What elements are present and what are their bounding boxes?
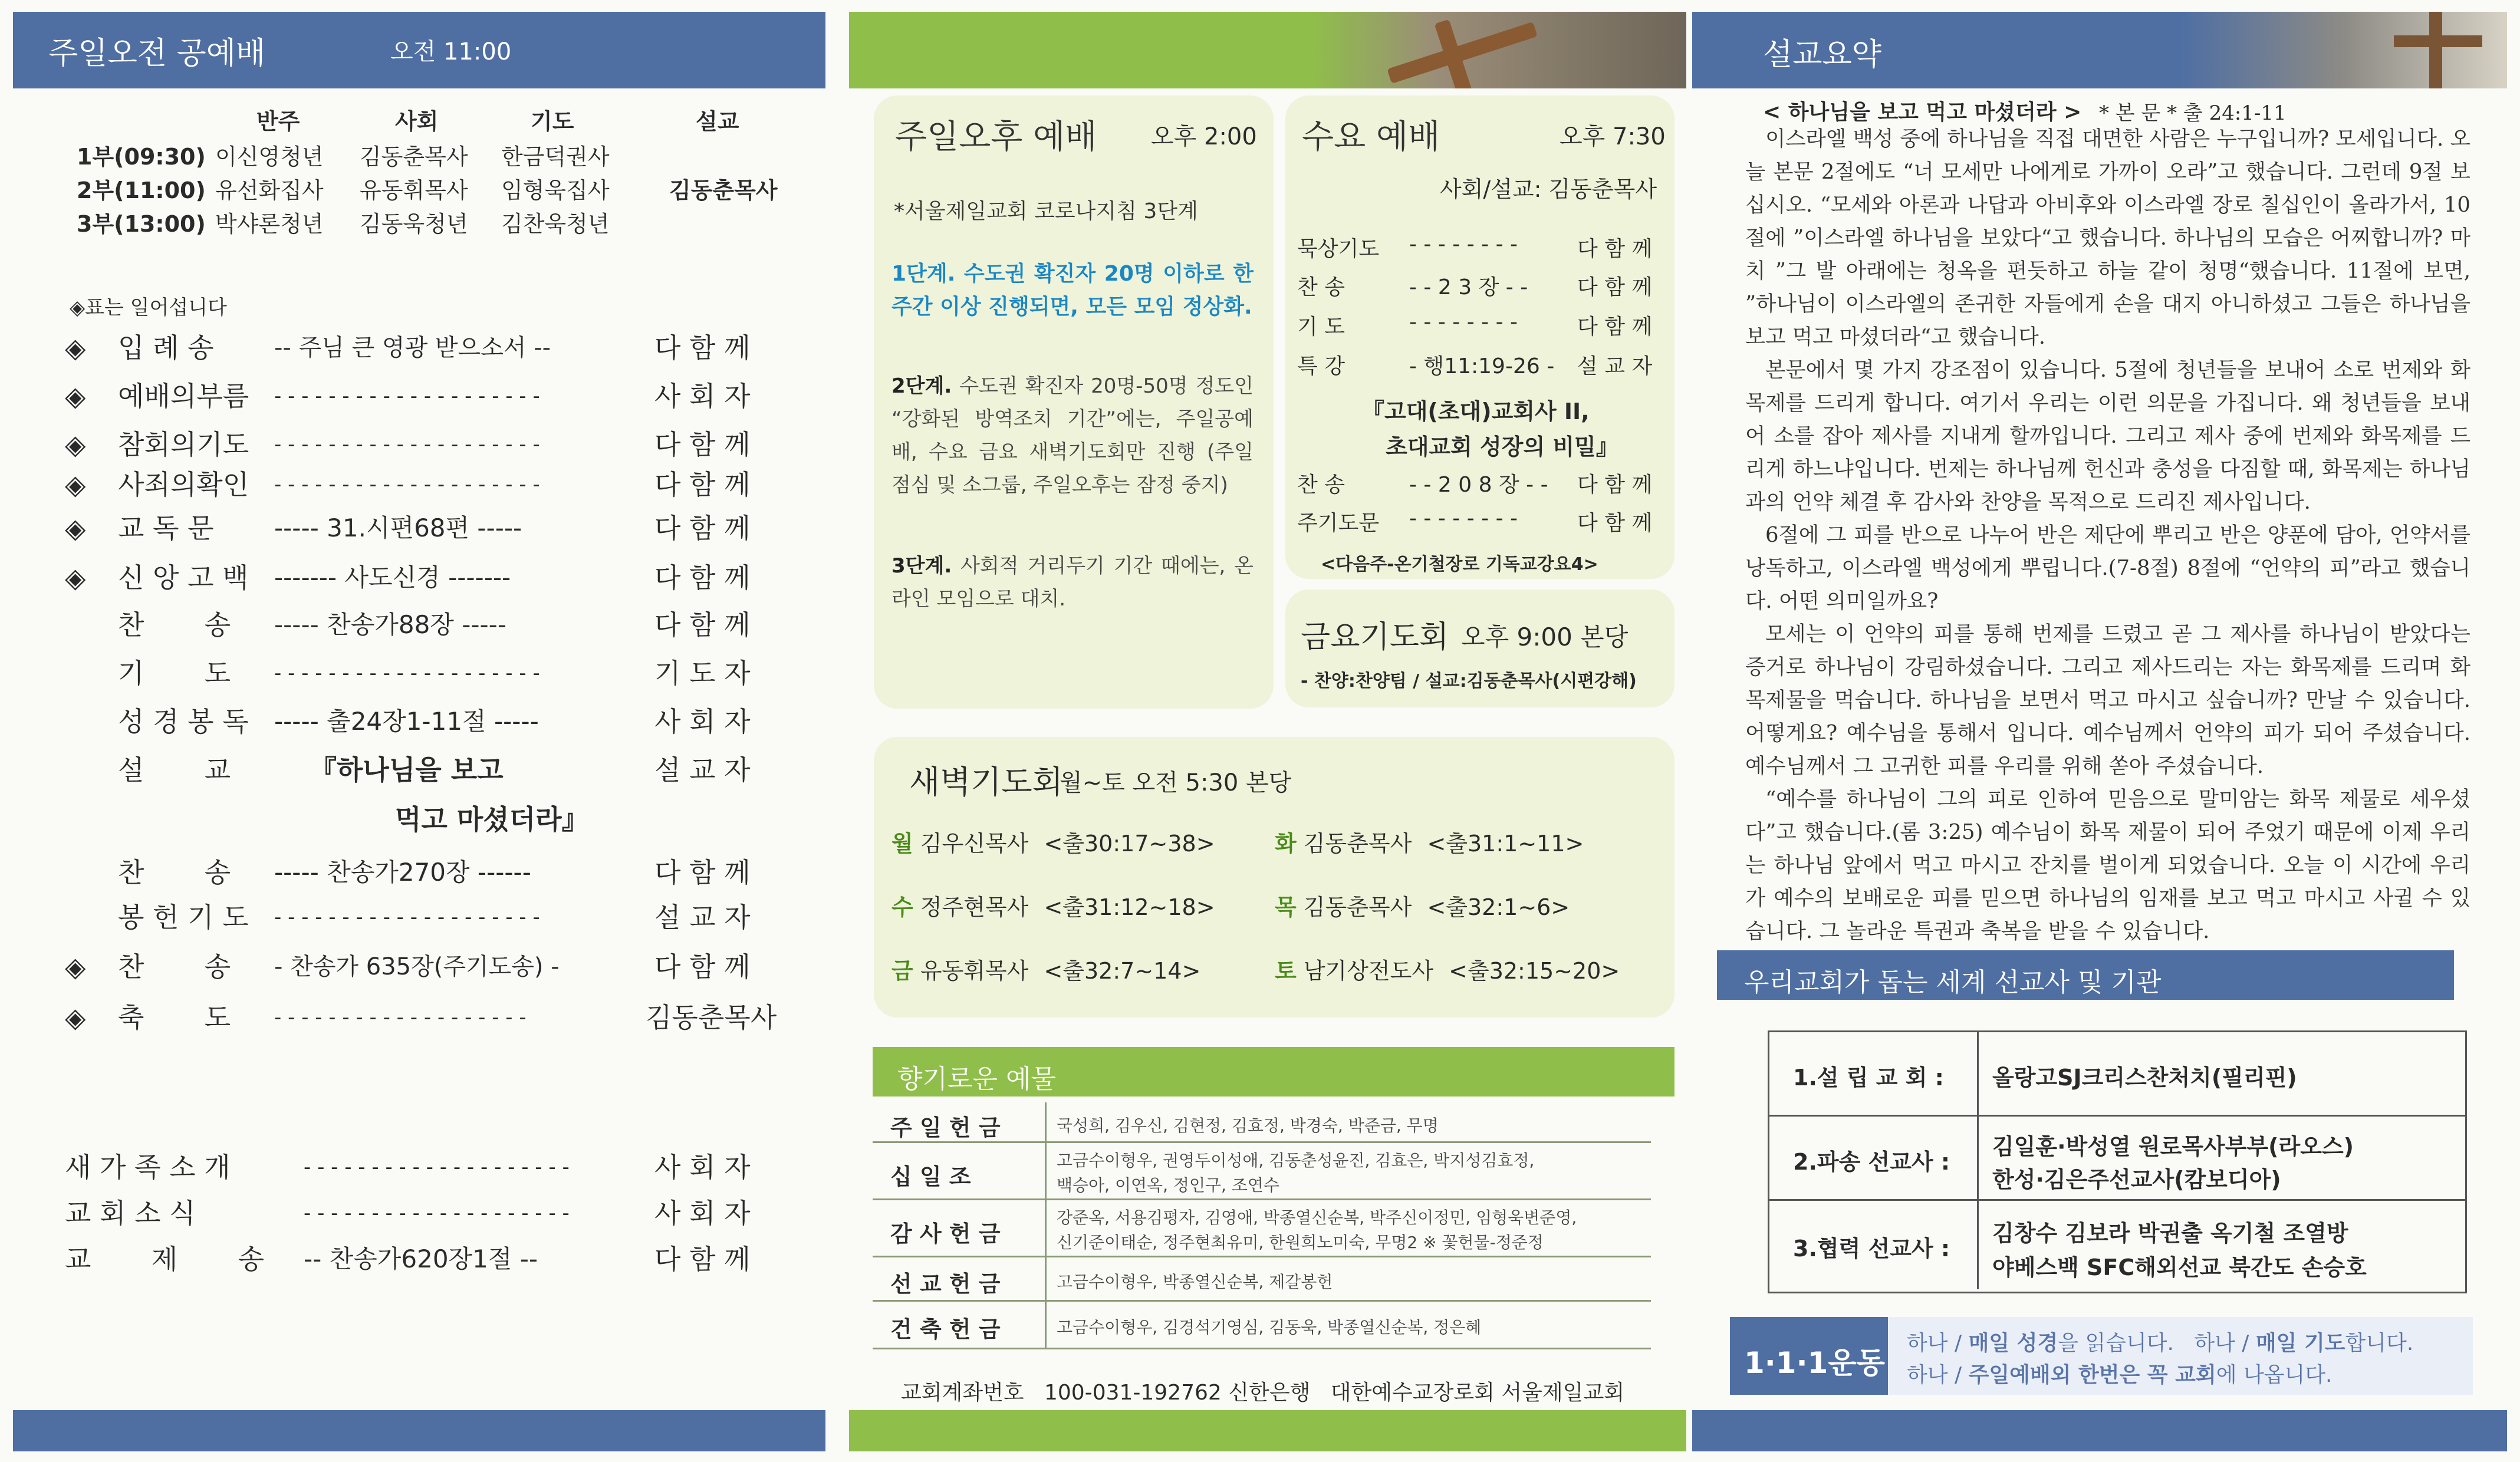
roster-prayer: 한금덕권사 [501,144,610,170]
wed-service-panel [1285,96,1674,579]
wed-row: 묵상기도 - - - - - - - - 다 함 께 [1297,232,1653,261]
roster-header-prayer: 기도 [531,108,574,134]
order-row: 봉 헌 기 도 - - - - - - - - - - - - - - - - - - - - 설 교 자 [118,901,751,933]
roster-slot: 3부(13:00) [77,211,206,237]
after-row: 교 회 소 식 - - - - - - - - - - - - - - - - - - - - 사 회 자 [65,1197,751,1229]
wed-next-week: <다음주-온기철장로 기독교강요4> [1321,554,1598,575]
order-row: ◈ 찬 송 - 찬송가 635장(주기도송) - 다 함 께 [65,951,751,983]
offering-table [873,1102,1651,1356]
order-row: 먹고 마셨더라』 [395,804,589,835]
roster-header-host: 사회 [395,108,439,134]
roster-accomp: 유선화집사 [215,177,324,203]
wed-row: 찬 송 - - 2 0 8 장 - - 다 함 께 [1297,473,1653,497]
offering-row: 십 일 조 고금수이형우, 권영두이성애, 김동춘성윤진, 김효은, 박지성김효정, 백승아, 이연옥, 정인구, 조연수 [873,1143,1651,1200]
roster-slot: 1부(09:30) [77,144,206,170]
wed-lecture-2: 초대교회 성장의 비밀』 [1386,434,1618,460]
pm-title: 주일오후 예배 [895,118,1097,156]
bank-account: 교회계좌번호 100-031-192762 신한은행 대한예수교장로회 서울제일교회 [901,1381,1625,1405]
dawn-day: 금 유동휘목사 <출32:7~14> [891,958,1201,984]
wed-row: 기 도 - - - - - - - - 다 함 께 [1297,310,1653,339]
order-row: ◈ 교 독 문 ----- 31.시편68편 ----- 다 함 께 [65,512,751,544]
wed-host: 사회/설교: 김동춘목사 [1440,176,1657,202]
offering-row: 건 축 헌 금 고금수이형우, 김경석기영심, 김동욱, 박종열신순복, 정은혜 [873,1302,1651,1349]
order-row: ◈ 예배의부름 - - - - - - - - - - - - - - - - - - - - 사 회 자 [65,380,751,412]
order-row: ◈ 사죄의확인 - - - - - - - - - - - - - - - - - - - - 다 함 께 [65,469,751,500]
fri-title: 금요기도회 [1301,620,1449,655]
worship-time: 오전 11:00 [390,38,512,65]
top-bar-left [13,12,825,88]
missions-header [1717,950,2454,1000]
roster-host: 유동휘목사 [360,177,468,203]
roster-header-sermon: 설교 [696,108,739,134]
order-row: ◈ 신 앙 고 백 ------- 사도신경 ------- 다 함 께 [65,562,751,594]
order-row: 설 교 『하나님을 보고 설 교 자 [118,754,751,786]
wed-row: 특 강 - 행11:19-26 - 설 교 자 [1297,354,1653,378]
offering-row: 선 교 헌 금 고금수이형우, 박종열신순복, 제갈봉헌 [873,1257,1651,1302]
sermon-paragraph: 본문에서 몇 가지 강조점이 있습니다. 5절에 청년들을 보내어 소로 번제와 화목제를 드리게 합니다. 여기서 우리는 이런 의문을 가집니다. 왜 청년들을 보내어 소를 잡아 제사를 지내게 할까입니다. 그리고 제사 중에 번제와 화목제를 드리게 하느냐입니다. 번제는 하나님께 헌신과 충성을 다짐할 때, 화목제는 하나님과의 언약 체결 후 감사와 찬양을 목적으로 드리진 제사입니다. [1745,358,2470,514]
pm-time: 오후 2:00 [1151,123,1257,150]
dawn-day: 목 김동춘목사 <출32:1~6> [1275,894,1570,920]
sermon-reference: * 본 문 * 출 24:1-11 [2099,101,2287,125]
offering-row: 주 일 헌 금 국성희, 김우신, 김현정, 김효정, 박경숙, 박준금, 무명 [873,1102,1651,1143]
order-of-worship [65,324,802,1032]
order-row: ◈ 참회의기도 - - - - - - - - - - - - - - - - - - - - 다 함 께 [65,429,751,460]
wed-row: 주기도문 - - - - - - - - 다 함 께 [1297,506,1653,535]
roster-accomp: 박샤론청년 [215,211,324,237]
fri-prayer-panel [1285,590,1674,707]
fri-detail: - 찬양:찬양팀 / 설교:김동춘목사(시편강해) [1301,671,1637,692]
movement-line-2: 하나 / 주일예배외 한번은 꼭 교회에 나옵니다. [1907,1363,2333,1387]
pm-guideline: *서울제일교회 코로나지침 3단계 [894,199,1198,223]
sermon-paragraph: “예수를 하나님이 그의 피로 인하여 믿음으로 말미암는 화목 제물로 세우셨다”고 했습니다.(롬 3:25) 예수님이 화목 제물이 되어 주었기 때문에 이제 우리는 하나님 앞에서 먹고 마시고 잔치를 벌이게 되었습니다. 오늘 이 시간에 우리가 예수의 보배로운 피를 믿으면 하나님의 임재를 보고 먹고 마시고 사귈 수 있습니다. 그 놀라운 특권과 축복을 받을 수 있습니다. [1745,787,2470,943]
mission-row: 1.설 립 교 회 : 올랑고SJ크리스찬처치(필리핀) [1769,1032,2465,1117]
sermon-body [1745,123,2470,948]
after-row: 새 가 족 소 개 - - - - - - - - - - - - - - - - - - - - 사 회 자 [65,1151,751,1183]
mission-row: 3.협력 선교사 : 김창수 김보라 박권출 옥기철 조열방 야베스백 SFC해외선교 북간도 손승호 [1769,1201,2465,1289]
roster [59,103,825,245]
bottom-bar-middle [849,1410,1686,1451]
after-service [65,1144,802,1297]
pm-stage3: 3단계. 사회적 거리두기 기간 때에는, 온라인 모임으로 대치. [891,554,1254,611]
roster-slot: 2부(11:00) [77,177,206,203]
cross-book-icon [2370,12,2506,88]
order-row: 성 경 봉 독 ----- 출24장1-11절 ----- 사 회 자 [118,706,751,737]
missions-title: 우리교회가 돕는 세계 선교사 및 기관 [1744,967,2162,997]
sermon-header: 설교요약 [1763,37,1881,73]
offering-header [873,1047,1674,1096]
pm-service-panel [874,96,1274,709]
top-bar-middle [849,12,1686,88]
sermon-paragraph: 모세는 이 언약의 피를 통해 번제를 드렸고 곧 그 제사를 하나님이 받았다는 증거로 하나님이 강림하셨습니다. 그리고 제사드리는 자는 화목제를 드리며 화목제물을 먹습니다. 하나님을 보면서 먹고 마시고 싶습니까? 만날 수 있습니다. 어떻게요? 예수님을 통해서 입니다. 예수님께서 언약의 피가 되어 주셨습니다. 예수님께서 그 고귀한 피를 우리를 위해 쏟아 주셨습니다. [1745,622,2470,778]
cross-icon [1362,12,1557,88]
order-row: ◈ 축 도 - - - - - - - - - - - - - - - - - - - 김동춘목사 [65,1002,777,1033]
roster-accomp: 이신영청년 [215,144,324,170]
roster-prayer: 임형욱집사 [501,177,610,203]
movement-badge: 1·1·1운동 [1730,1317,1888,1395]
roster-host: 김동춘목사 [360,144,468,170]
pm-stage1: 1단계. 수도권 확진자 20명 이하로 한 주간 이상 진행되면, 모든 모임 정상화. [891,262,1254,319]
pm-stage2: 2단계. 수도권 확진자 20명-50명 정도인 “강화된 방역조치 기간”에는, 주일공예배, 수요 금요 새벽기도회만 진행 (주일 점심 및 소그룹, 주일오후는 잠정 중지) [891,374,1254,497]
order-row: 찬 송 ----- 찬송가270장 ------ 다 함 께 [118,857,751,888]
sermon-paragraph: 6절에 그 피를 반으로 나누어 반은 제단에 뿌리고 반은 양푼에 담아, 언약서를 낭독하고, 이스라엘 백성에게 뿌립니다.(7-8절) 8절에 “언약의 피”라고 했습니다. 어떤 의미일까요? [1745,523,2470,613]
wed-row: 찬 송 - - 2 3 장 - - 다 함 께 [1297,275,1653,299]
wed-title: 수요 예배 [1302,118,1440,156]
stand-note: ◈표는 일어섭니다 [70,296,227,320]
roster-prayer: 김찬욱청년 [501,211,610,237]
wed-time: 오후 7:30 [1560,123,1666,150]
offering-title: 향기로운 예물 [897,1064,1057,1094]
roster-preacher: 김동춘목사 [669,177,778,203]
dawn-day: 화 김동춘목사 <출31:1~11> [1275,831,1584,857]
sermon-paragraph: 이스라엘 백성 중에 하나님을 직접 대면한 사람은 누구입니까? 모세입니다. 오늘 본문 2절에도 “너 모세만 나에게로 가까이 오라”고 했습니다. 그런데 9절 보십시오. “모세와 아론과 나답과 아비후와 이스라엘 장로 칠십인이 올라가서, 10절에 ”이스라엘 하나님을 보았다“고 했습니다. 하나님의 모습은 어찌합니까? 마치 ”그 발 아래에는 청옥을 편듯하고 하늘 같이 청명“했습니다. 11절에 보면, ”하나님이 이스라엘의 존귀한 자들에게 손을 대지 아니하셨고 그들은 하나님을 보고 먹고 마셨더라“고 했습니다. [1745,127,2470,349]
order-row: 기 도 - - - - - - - - - - - - - - - - - - - - 기 도 자 [118,657,751,689]
fri-time: 오후 9:00 본당 [1461,623,1629,651]
missions-table [1768,1030,2467,1293]
dawn-day: 수 정주현목사 <출31:12~18> [891,894,1215,920]
roster-header-accomp: 반주 [256,108,300,134]
dawn-day: 토 남기상전도사 <출32:15~20> [1275,958,1620,984]
after-row: 교 제 송 -- 찬송가620장1절 -- 다 함 께 [65,1243,751,1275]
dawn-day: 월 김우신목사 <출30:17~38> [891,831,1215,857]
roster-host: 김동욱청년 [360,211,468,237]
mission-row: 2.파송 선교사 : 김일훈·박성열 원로목사부부(라오스) 한성·김은주선교사(캄보디아) [1769,1117,2465,1201]
bottom-bar-right [1692,1410,2507,1451]
movement-box [1730,1317,2473,1395]
worship-title: 주일오전 공예배 [48,36,266,71]
top-bar-right [1692,12,2507,88]
order-row: ◈ 입 례 송 -- 주님 큰 영광 받으소서 -- 다 함 께 [65,332,751,364]
sermon-title: < 하나님을 보고 먹고 마셨더라 > [1763,100,2082,124]
bottom-bar-left [13,1410,825,1451]
offering-row: 감 사 헌 금 강준옥, 서용김평자, 김영애, 박종열신순복, 박주신이정민, 임형욱변준영, 신기준이태순, 정주현최유미, 한원희노미숙, 무명2 ※ 꽃헌물-정준정 [873,1200,1651,1257]
order-row: 찬 송 ----- 찬송가88장 ----- 다 함 께 [118,609,751,641]
wed-lecture-1: 『고대(초대)교회사 II, [1362,399,1590,424]
dawn-title: 새벽기도회 [909,763,1063,801]
dawn-prayer-panel [874,737,1674,1018]
movement-line-1: 하나 / 매일 성경을 읽습니다. 하나 / 매일 기도합니다. [1907,1331,2414,1355]
dawn-time: 월~토 오전 5:30 본당 [1060,769,1292,796]
